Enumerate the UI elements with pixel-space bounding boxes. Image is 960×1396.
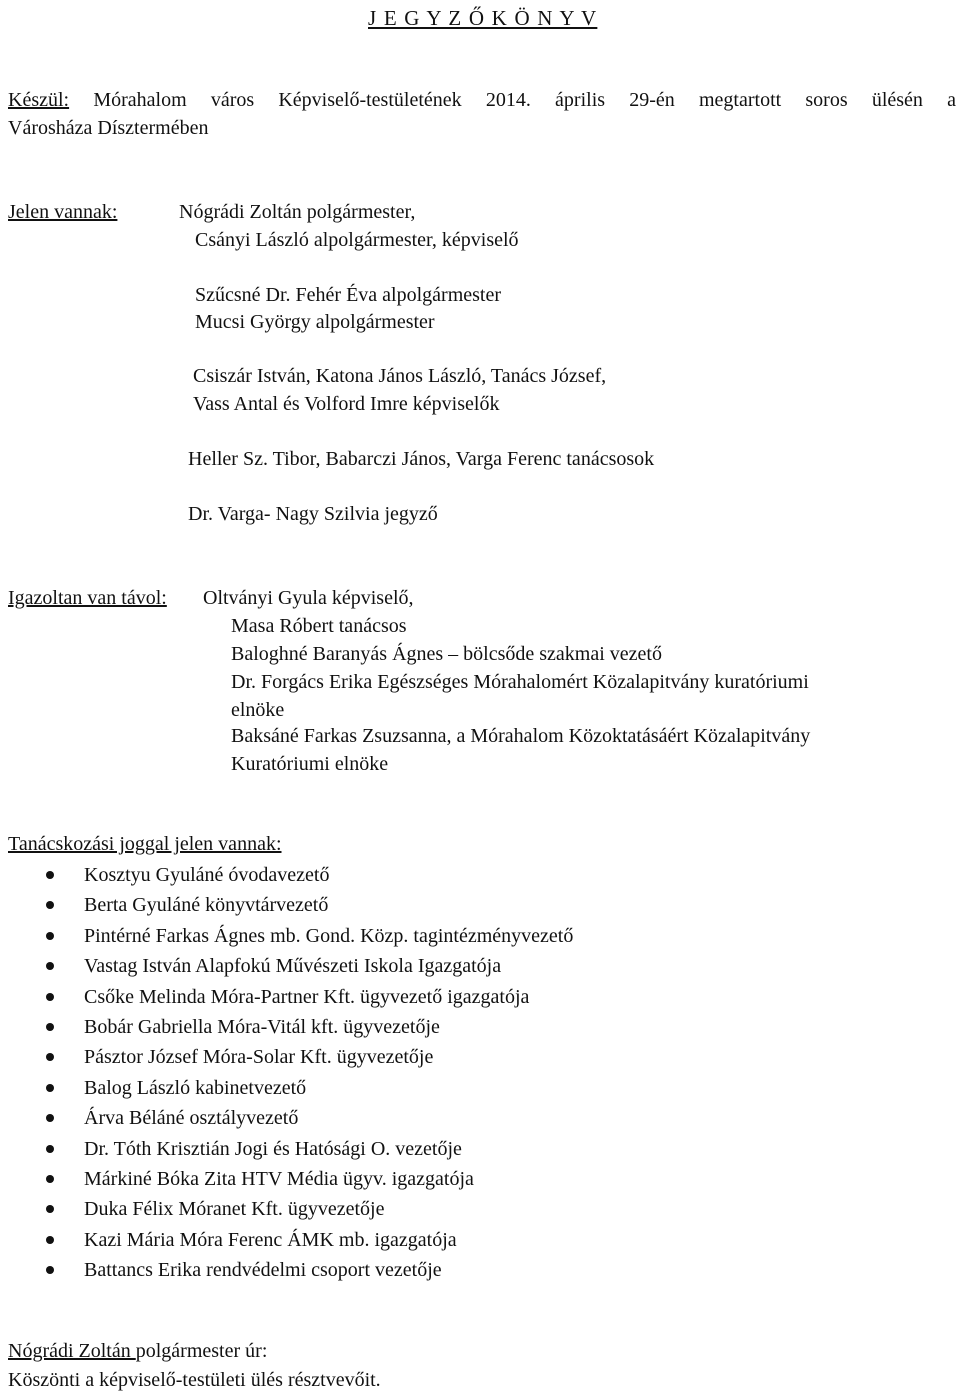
advisory-attendee-list — [40, 860, 573, 1285]
list-item: Kosztyu Gyuláné óvodavezető — [40, 860, 573, 890]
absentee-line: Baksáné Farkas Zsuzsanna, a Mórahalom Közoktatásáért Közalapitvány — [231, 725, 811, 747]
list-item: Bobár Gabriella Móra-Vitál kft. ügyvezetője — [40, 1012, 573, 1042]
closing-speaker-line — [8, 1337, 267, 1365]
list-item: Balog László kabinetvezető — [40, 1073, 573, 1103]
document-title: J E G Y Z Ő K Ö N Y V — [368, 6, 598, 30]
attendee-line: Szűcsné Dr. Fehér Éva alpolgármester — [195, 284, 502, 306]
jelen-label: Jelen vannak: — [8, 201, 118, 223]
absentee-line: Oltványi Gyula képviselő, — [203, 587, 414, 609]
closing-text: Köszönti a képviselő-testületi ülés résztvevőit. — [8, 1369, 381, 1391]
list-item: Dr. Tóth Krisztián Jogi és Hatósági O. vezetője — [40, 1134, 573, 1164]
attendee-line: Nógrádi Zoltán polgármester, — [179, 201, 416, 223]
attendee-line: Vass Antal és Volford Imre képviselők — [193, 393, 500, 415]
keszul-label: Készül: — [8, 89, 70, 111]
keszul-text: Mórahalom város Képviselő-testületének 2014. április 29-én megtartott soros ülésén a — [93, 89, 957, 111]
list-item: Márkiné Bóka Zita HTV Média ügyv. igazgatója — [40, 1164, 573, 1194]
list-item: Kazi Mária Móra Ferenc ÁMK mb. igazgatója — [40, 1225, 573, 1255]
absentee-line: Dr. Forgács Erika Egészséges Mórahalomért Közalapitvány kuratóriumi — [231, 671, 809, 693]
tanacs-label: Tanácskozási joggal jelen vannak: — [8, 833, 282, 855]
speaker-name: Nógrádi Zoltán — [8, 1340, 136, 1362]
keszul-text-continued: Városháza Dísztermében — [8, 117, 209, 139]
attendee-line: Dr. Varga- Nagy Szilvia jegyző — [188, 503, 438, 525]
list-item: Duka Félix Móranet Kft. ügyvezetője — [40, 1194, 573, 1224]
attendee-line: Heller Sz. Tibor, Babarczi János, Varga Ferenc tanácsosok — [188, 448, 655, 470]
absentee-line: Kuratóriumi elnöke — [231, 753, 389, 775]
attendee-line: Csányi László alpolgármester, képviselő — [195, 229, 519, 251]
list-item: Pintérné Farkas Ágnes mb. Gond. Közp. tagintézményvezető — [40, 921, 573, 951]
list-item: Battancs Erika rendvédelmi csoport vezetője — [40, 1255, 573, 1285]
absentee-line: elnöke — [231, 699, 285, 721]
list-item: Csőke Melinda Móra-Partner Kft. ügyvezető igazgatója — [40, 982, 573, 1012]
attendee-line: Mucsi György alpolgármester — [195, 311, 435, 333]
list-item: Pásztor József Móra-Solar Kft. ügyvezetője — [40, 1042, 573, 1072]
absentee-line: Baloghné Baranyás Ágnes – bölcsőde szakmai vezető — [231, 643, 662, 665]
absentee-line: Masa Róbert tanácsos — [231, 615, 407, 637]
tavol-label: Igazoltan van távol: — [8, 587, 167, 609]
list-item: Árva Béláné osztályvezető — [40, 1103, 573, 1133]
speaker-role: polgármester úr: — [135, 1340, 268, 1362]
keszul-paragraph — [8, 86, 956, 114]
list-item: Vastag István Alapfokú Művészeti Iskola Igazgatója — [40, 951, 573, 981]
attendee-line: Csiszár István, Katona János László, Tanács József, — [193, 365, 607, 387]
list-item: Berta Gyuláné könyvtárvezető — [40, 890, 573, 920]
